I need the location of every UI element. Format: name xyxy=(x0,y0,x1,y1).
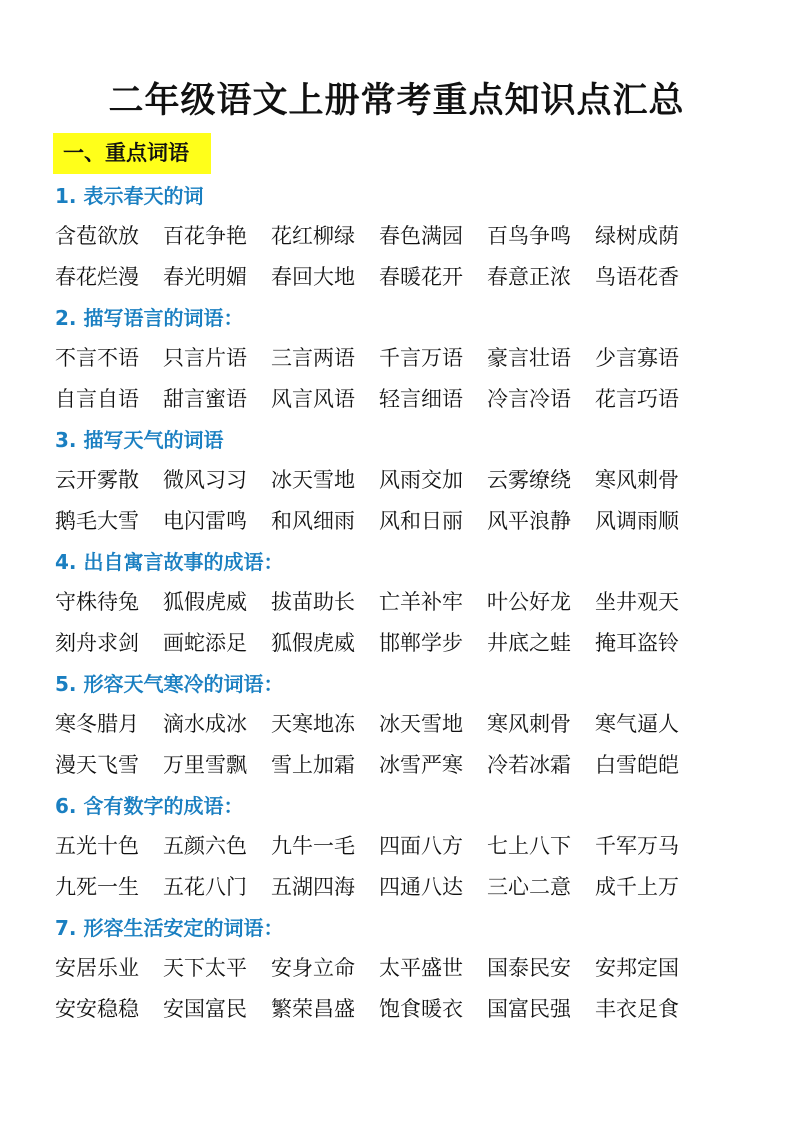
word-list-content xyxy=(55,176,755,1030)
word-row xyxy=(55,257,755,298)
word-row xyxy=(55,989,755,1030)
category-block-3 xyxy=(55,420,755,542)
idiom-word: 饱食暖衣 xyxy=(379,997,463,1021)
idiom-word: 丰衣足食 xyxy=(595,997,679,1021)
idiom-word: 安安稳稳 xyxy=(55,997,139,1021)
idiom-word: 寒气逼人 xyxy=(595,712,679,736)
idiom-word: 春光明媚 xyxy=(163,265,247,289)
idiom-word: 鹅毛大雪 xyxy=(55,509,139,533)
category-heading: 1. 表示春天的词 xyxy=(55,184,204,208)
idiom-word: 三心二意 xyxy=(487,875,571,899)
idiom-word: 花言巧语 xyxy=(595,387,679,411)
idiom-word: 雪上加霜 xyxy=(271,753,355,777)
idiom-word: 百花争艳 xyxy=(163,224,247,248)
idiom-word: 春回大地 xyxy=(271,265,355,289)
idiom-word: 春花烂漫 xyxy=(55,265,139,289)
word-row xyxy=(55,216,755,257)
category-heading: 5. 形容天气寒冷的词语： xyxy=(55,672,284,696)
idiom-word: 狐假虎威 xyxy=(271,631,355,655)
idiom-word: 寒风刺骨 xyxy=(595,468,679,492)
word-row xyxy=(55,501,755,542)
category-heading: 4. 出自寓言故事的成语： xyxy=(55,550,284,574)
category-block-6 xyxy=(55,786,755,908)
page-title: 二年级语文上册常考重点知识点汇总 xyxy=(108,81,685,121)
idiom-word: 画蛇添足 xyxy=(163,631,247,655)
category-heading: 2. 描写语言的词语： xyxy=(55,306,244,330)
idiom-word: 千军万马 xyxy=(595,834,679,858)
idiom-word: 只言片语 xyxy=(163,346,247,370)
category-block-4 xyxy=(55,542,755,664)
idiom-word: 四面八方 xyxy=(379,834,463,858)
idiom-word: 轻言细语 xyxy=(379,387,463,411)
section-heading: 一、重点词语 xyxy=(53,133,211,174)
idiom-word: 春暖花开 xyxy=(379,265,463,289)
category-block-1 xyxy=(55,176,755,298)
idiom-word: 冷若冰霜 xyxy=(487,753,571,777)
idiom-word: 天下太平 xyxy=(163,956,247,980)
category-block-2 xyxy=(55,298,755,420)
category-heading: 6. 含有数字的成语： xyxy=(55,794,244,818)
idiom-word: 含苞欲放 xyxy=(55,224,139,248)
idiom-word: 绿树成荫 xyxy=(595,224,679,248)
idiom-word: 安邦定国 xyxy=(595,956,679,980)
idiom-word: 五花八门 xyxy=(163,875,247,899)
word-row xyxy=(55,460,755,501)
idiom-word: 国泰民安 xyxy=(487,956,571,980)
idiom-word: 冰雪严寒 xyxy=(379,753,463,777)
idiom-word: 冷言冷语 xyxy=(487,387,571,411)
idiom-word: 风言风语 xyxy=(271,387,355,411)
idiom-word: 成千上万 xyxy=(595,875,679,899)
idiom-word: 和风细雨 xyxy=(271,509,355,533)
word-row xyxy=(55,745,755,786)
idiom-word: 漫天飞雪 xyxy=(55,753,139,777)
idiom-word: 繁荣昌盛 xyxy=(271,997,355,1021)
word-row xyxy=(55,582,755,623)
idiom-word: 风雨交加 xyxy=(379,468,463,492)
idiom-word: 冰天雪地 xyxy=(379,712,463,736)
idiom-word: 春意正浓 xyxy=(487,265,571,289)
idiom-word: 电闪雷鸣 xyxy=(163,509,247,533)
idiom-word: 少言寡语 xyxy=(595,346,679,370)
idiom-word: 鸟语花香 xyxy=(595,265,679,289)
idiom-word: 不言不语 xyxy=(55,346,139,370)
idiom-word: 守株待兔 xyxy=(55,590,139,614)
idiom-word: 冰天雪地 xyxy=(271,468,355,492)
idiom-word: 狐假虎威 xyxy=(163,590,247,614)
idiom-word: 四通八达 xyxy=(379,875,463,899)
idiom-word: 风调雨顺 xyxy=(595,509,679,533)
idiom-word: 邯郸学步 xyxy=(379,631,463,655)
idiom-word: 云雾缭绕 xyxy=(487,468,571,492)
category-block-5 xyxy=(55,664,755,786)
idiom-word: 安国富民 xyxy=(163,997,247,1021)
idiom-word: 安居乐业 xyxy=(55,956,139,980)
word-row xyxy=(55,704,755,745)
idiom-word: 花红柳绿 xyxy=(271,224,355,248)
category-heading: 3. 描写天气的词语 xyxy=(55,428,224,452)
idiom-word: 三言两语 xyxy=(271,346,355,370)
idiom-word: 太平盛世 xyxy=(379,956,463,980)
idiom-word: 滴水成冰 xyxy=(163,712,247,736)
idiom-word: 春色满园 xyxy=(379,224,463,248)
idiom-word: 刻舟求剑 xyxy=(55,631,139,655)
idiom-word: 寒风刺骨 xyxy=(487,712,571,736)
idiom-word: 微风习习 xyxy=(163,468,247,492)
word-row xyxy=(55,623,755,664)
word-row xyxy=(55,867,755,908)
word-row xyxy=(55,338,755,379)
idiom-word: 五颜六色 xyxy=(163,834,247,858)
idiom-word: 井底之蛙 xyxy=(487,631,571,655)
idiom-word: 坐井观天 xyxy=(595,590,679,614)
idiom-word: 亡羊补牢 xyxy=(379,590,463,614)
idiom-word: 九死一生 xyxy=(55,875,139,899)
idiom-word: 国富民强 xyxy=(487,997,571,1021)
idiom-word: 天寒地冻 xyxy=(271,712,355,736)
idiom-word: 白雪皑皑 xyxy=(595,753,679,777)
idiom-word: 寒冬腊月 xyxy=(55,712,139,736)
idiom-word: 安身立命 xyxy=(271,956,355,980)
word-row xyxy=(55,826,755,867)
idiom-word: 叶公好龙 xyxy=(487,590,571,614)
word-row xyxy=(55,948,755,989)
idiom-word: 风和日丽 xyxy=(379,509,463,533)
idiom-word: 甜言蜜语 xyxy=(163,387,247,411)
idiom-word: 五湖四海 xyxy=(271,875,355,899)
idiom-word: 掩耳盗铃 xyxy=(595,631,679,655)
idiom-word: 拔苗助长 xyxy=(271,590,355,614)
idiom-word: 自言自语 xyxy=(55,387,139,411)
idiom-word: 风平浪静 xyxy=(487,509,571,533)
word-row xyxy=(55,379,755,420)
idiom-word: 豪言壮语 xyxy=(487,346,571,370)
idiom-word: 云开雾散 xyxy=(55,468,139,492)
category-block-7 xyxy=(55,908,755,1030)
idiom-word: 九牛一毛 xyxy=(271,834,355,858)
idiom-word: 七上八下 xyxy=(487,834,571,858)
idiom-word: 百鸟争鸣 xyxy=(487,224,571,248)
idiom-word: 千言万语 xyxy=(379,346,463,370)
idiom-word: 五光十色 xyxy=(55,834,139,858)
category-heading: 7. 形容生活安定的词语： xyxy=(55,916,284,940)
idiom-word: 万里雪飘 xyxy=(163,753,247,777)
